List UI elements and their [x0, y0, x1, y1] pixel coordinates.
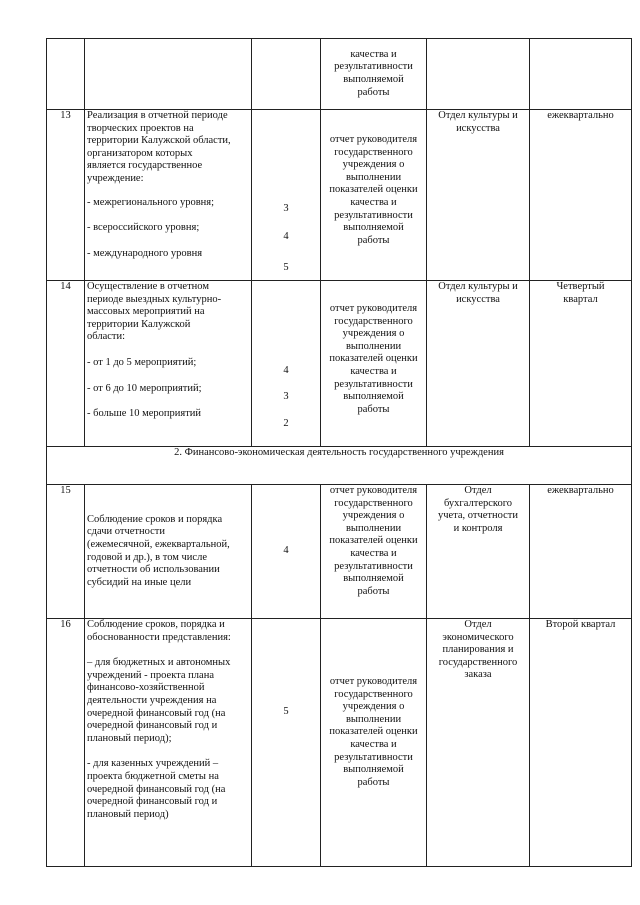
- section-heading-row: [47, 447, 632, 485]
- score-value: 4: [283, 365, 289, 376]
- score-value: 3: [283, 391, 289, 402]
- table-row-16: [47, 619, 632, 867]
- cell-responsible: Отдел экономического планирования и государственного заказа: [427, 619, 530, 867]
- cell-period-empty: [530, 39, 632, 110]
- cell-document: отчет руководителя государственного учреждения о выполнении показателей оценки качества и результативности выполняемой работы: [321, 110, 427, 281]
- cell-responsible: Отдел культуры и искусства: [427, 110, 530, 281]
- row-number: 13: [47, 110, 85, 281]
- row-number: 14: [47, 281, 85, 447]
- table-row-14: [47, 281, 632, 447]
- row-number: 15: [47, 485, 85, 619]
- criterion-text: Осуществление в отчетном периоде выездных культурно- массовых мероприятий на территории Калужской области: - от 1 до 5 мероприятий; - от 6 до 10 мероприятий; - больше 10 мероприятий: [85, 281, 252, 447]
- cell-period: Четвертый квартал: [530, 281, 632, 447]
- score-value: 5: [283, 706, 289, 717]
- cell-document: качества и результативности выполняемой работы: [321, 39, 427, 110]
- section-title: 2. Финансово-экономическая деятельность государственного учреждения: [47, 447, 632, 485]
- score-cell: [252, 110, 321, 281]
- score-value: 2: [283, 418, 289, 429]
- cell-period: ежеквартально: [530, 485, 632, 619]
- cell-responsible-empty: [427, 39, 530, 110]
- cell-num-empty: [47, 39, 85, 110]
- criterion-text: Соблюдение сроков и порядка сдачи отчетности (ежемесячной, ежеквартальной, годовой и др.), в том числе отчетности об использовании субсидий на иные цели: [85, 485, 252, 619]
- cell-document: отчет руководителя государственного учреждения о выполнении показателей оценки качества и результативности выполняемой работы: [321, 485, 427, 619]
- cell-period: Второй квартал: [530, 619, 632, 867]
- cell-responsible: Отдел бухгалтерского учета, отчетности и контроля: [427, 485, 530, 619]
- table-row-15: [47, 485, 632, 619]
- cell-document: отчет руководителя государственного учреждения о выполнении показателей оценки качества и результативности выполняемой работы: [321, 281, 427, 447]
- cell-period: ежеквартально: [530, 110, 632, 281]
- cell-responsible: Отдел культуры и искусства: [427, 281, 530, 447]
- cell-document: отчет руководителя государственного учреждения о выполнении показателей оценки качества и результативности выполняемой работы: [321, 619, 427, 867]
- criterion-text: Реализация в отчетной периоде творческих проектов на территории Калужской области, организатором которых является государственное учреждение: - межрегионального уровня; - всероссийского уровня; - международного уровня: [85, 110, 252, 281]
- table-row-continued: [47, 39, 632, 110]
- score-cell: [252, 281, 321, 447]
- score-cell: [252, 619, 321, 867]
- table-row-13: [47, 110, 632, 281]
- score-value: 5: [283, 262, 289, 273]
- criterion-text: Соблюдение сроков, порядка и обоснованности представления: – для бюджетных и автономных учреждений - проекта плана финансово-хозяйственной деятельности учреждения на очередной финансовый год (на очередной финансовый год и плановый период); - для казенных учреждений – проекта бюджетной сметы на очередной финансовый год (на очередной финансовый год и плановый период): [85, 619, 252, 867]
- row-number: 16: [47, 619, 85, 867]
- cell-criterion-empty: [85, 39, 252, 110]
- indicators-table: [46, 38, 632, 867]
- score-cell: 4: [252, 485, 321, 619]
- cell-score-empty: [252, 39, 321, 110]
- score-value: 3: [283, 203, 289, 214]
- score-value: 4: [283, 231, 289, 242]
